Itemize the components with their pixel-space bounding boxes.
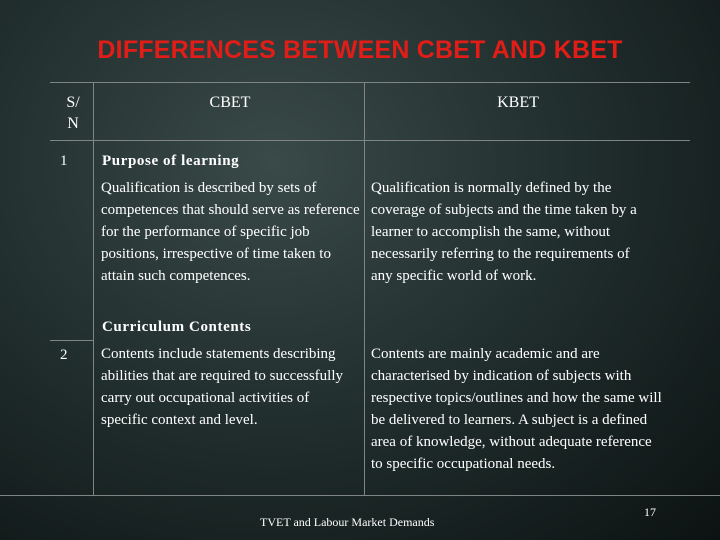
table-bottom-border: [0, 495, 720, 496]
kbet-cell: Contents are mainly academic and are characterised by indication of subjects with respective topics/outlines and how the same will be delivered to learners. A subject is a defined area of knowledge, without adequate reference to specific occupational needs.: [371, 346, 662, 472]
slide-footer: TVET and Labour Market Demands: [260, 515, 435, 529]
row-number: 1: [60, 153, 68, 169]
cbet-cell: Contents include statements describing abilities that are required to successfully carry out occupational activities of specific context and level.: [101, 346, 343, 428]
kbet-cell: Qualification is normally defined by the coverage of subjects and the time taken by a learner to accomplish the same, without necessarily referring to the requirements of any specific world of work.: [371, 180, 637, 284]
header-cbet: CBET: [209, 94, 251, 111]
column-divider-1: [93, 82, 94, 496]
row-divider: [50, 340, 94, 341]
column-divider-2: [364, 82, 365, 496]
header-divider: [50, 140, 690, 141]
table-top-border: [50, 82, 690, 83]
section-heading: Purpose of learning: [102, 153, 240, 169]
slide-title: DIFFERENCES BETWEEN CBET AND KBET: [97, 36, 623, 64]
header-sn: S/ N: [66, 94, 80, 132]
page-number: 17: [644, 505, 656, 519]
header-kbet: KBET: [497, 94, 539, 111]
row-number: 2: [60, 347, 68, 363]
cbet-cell: Qualification is described by sets of competences that should serve as reference for the performance of specific job positions, irrespective of time taken to attain such competences.: [101, 180, 360, 284]
section-heading: Curriculum Contents: [102, 319, 252, 335]
